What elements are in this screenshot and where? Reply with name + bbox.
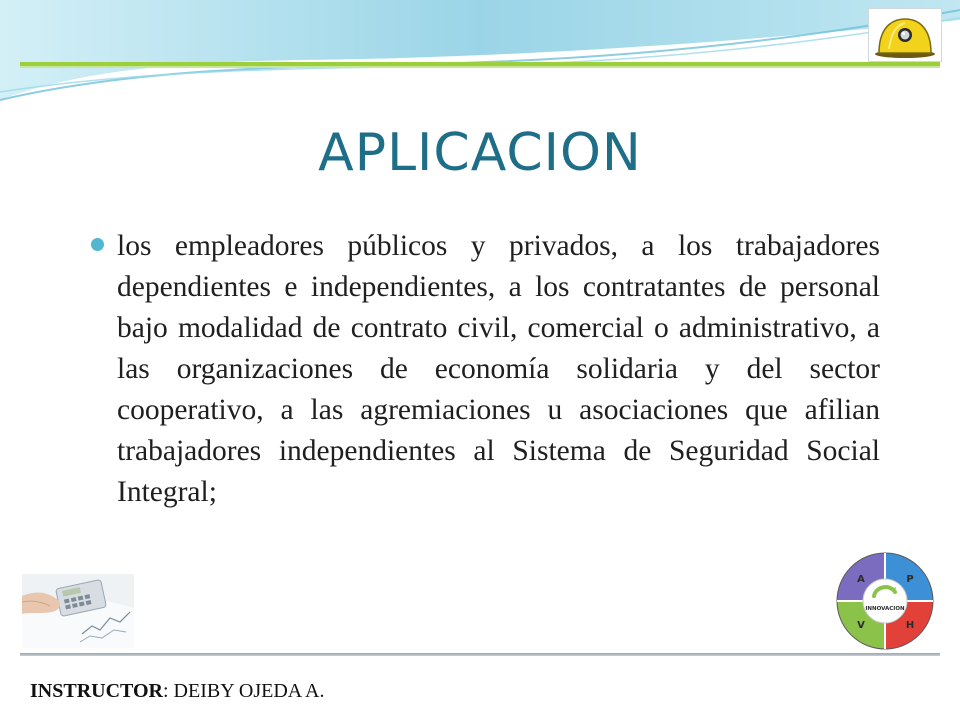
bullet-text: los empleadores públicos y privados, a los trabajadores dependientes e independientes, a los contratantes de personal bajo modalidad de contrato civil, comercial o administrativo, a las organizaciones de economía solidaria y del sector cooperativo, a las agremiaciones u asociaciones que afilian trabajadores independientes al Sistema de Seguridad Social Integral; xyxy=(117,230,880,508)
footer-divider xyxy=(20,653,940,656)
slide-title: APLICACION xyxy=(318,123,642,183)
calculator-image xyxy=(22,574,134,648)
mining-helmet-icon xyxy=(868,8,942,62)
phva-center-label: INNOVACION xyxy=(865,606,905,612)
bullet-icon xyxy=(91,238,104,251)
footer-instructor xyxy=(30,680,324,703)
phva-letter-h: H xyxy=(905,620,915,631)
phva-letter-p: P xyxy=(906,574,914,585)
bullet-item xyxy=(88,226,880,513)
phva-letter-a: A xyxy=(857,574,865,585)
footer-name: : DEIBY OJEDA A. xyxy=(163,680,325,702)
phva-cycle-icon xyxy=(830,546,940,656)
slide-body xyxy=(88,226,880,513)
footer-label: INSTRUCTOR xyxy=(30,680,163,702)
phva-letter-v: V xyxy=(857,620,865,631)
top-wave-decoration xyxy=(0,0,960,110)
